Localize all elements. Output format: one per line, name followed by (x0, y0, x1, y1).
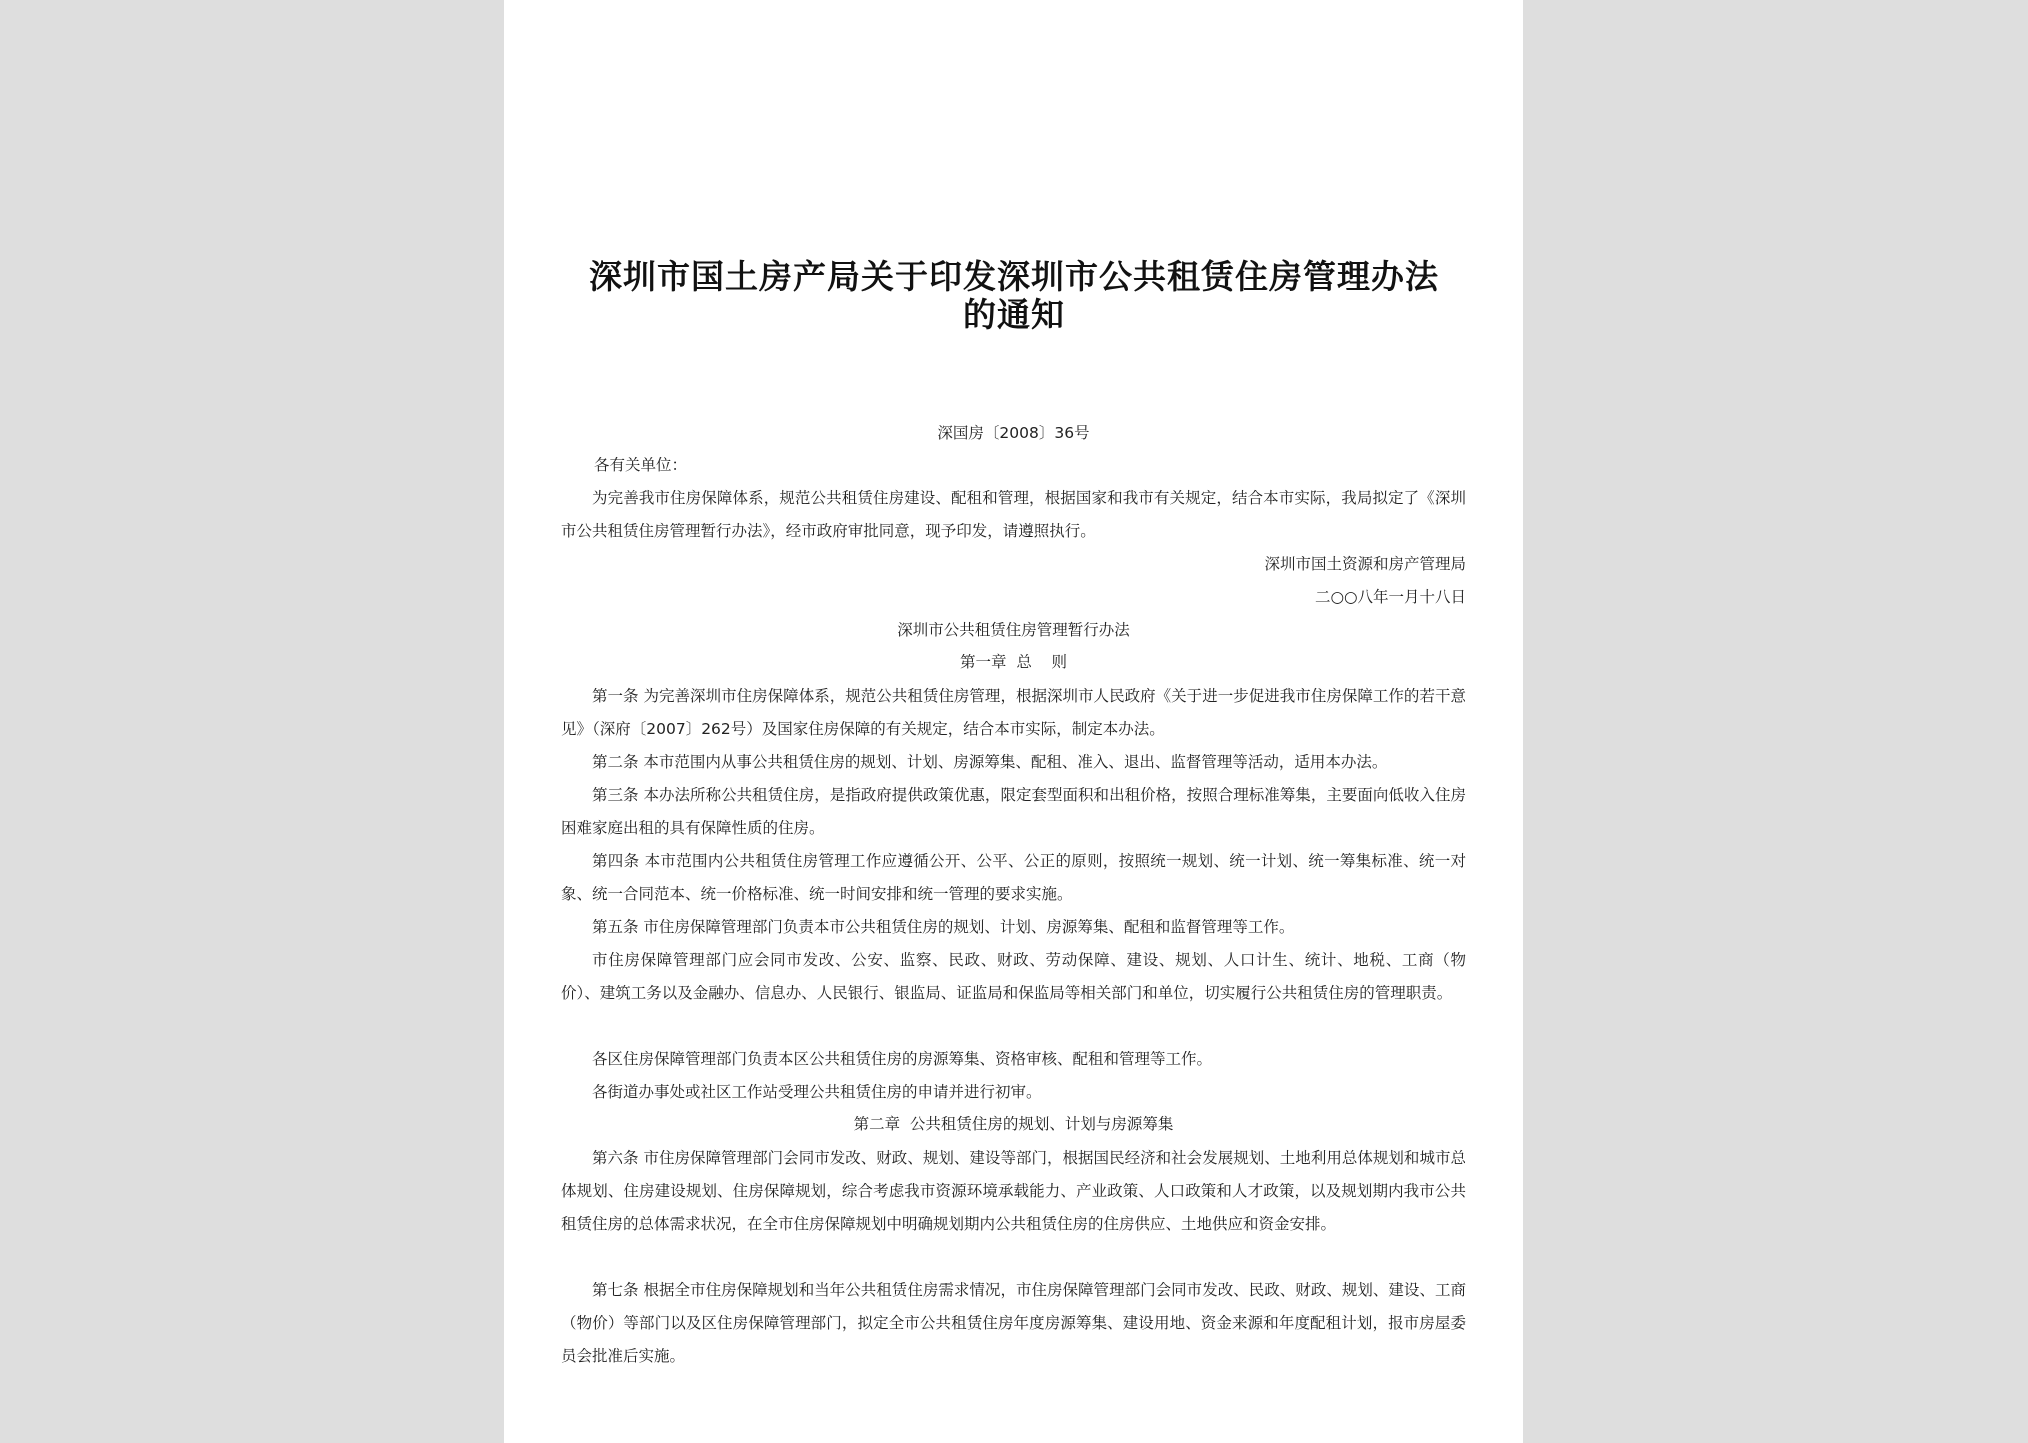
article-5: 第五条 市住房保障管理部门负责本市公共租赁住房的规划、计划、房源筹集、配租和监督管理等工作。 (592, 918, 1295, 936)
chapter-heading-1: 第一章 总 则 (959, 653, 1068, 671)
document-title: 深圳市国土房产局关于印发深圳市公共租赁住房管理办法的通知 (589, 257, 1439, 334)
measure-title: 深圳市公共租赁住房管理暂行办法 (897, 621, 1130, 639)
article-7: 第七条 根据全市住房保障规划和当年公共租赁住房需求情况，市住房保障管理部门会同市发改、民政、财政、规划、建设、工商（物价）等部门以及区住房保障管理部门，拟定全市公共租赁住房年度房源筹集、建设用地、资金来源和年度配租计划，报市房屋委员会批准后实施。 (561, 1281, 1466, 1365)
article-5-paragraph-4: 各街道办事处或社区工作站受理公共租赁住房的申请并进行初审。 (592, 1083, 1042, 1101)
article-4: 第四条 本市范围内公共租赁住房管理工作应遵循公开、公平、公正的原则，按照统一规划、统一计划、统一筹集标准、统一对象、统一合同范本、统一价格标准、统一时间安排和统一管理的要求实施。 (561, 852, 1466, 903)
article-1: 第一条 为完善深圳市住房保障体系，规范公共租赁住房管理，根据深圳市人民政府《关于进一步促进我市住房保障工作的若干意见》（深府〔2007〕262号）及国家住房保障的有关规定，结合本市实际，制定本办法。 (561, 687, 1466, 738)
issuer: 深圳市国土资源和房产管理局 (1264, 555, 1466, 573)
article-5-paragraph-3: 各区住房保障管理部门负责本区公共租赁住房的房源筹集、资格审核、配租和管理等工作。 (592, 1050, 1213, 1068)
document-page (504, 0, 1523, 1443)
article-3: 第三条 本办法所称公共租赁住房，是指政府提供政策优惠，限定套型面积和出租价格，按照合理标准筹集，主要面向低收入住房困难家庭出租的具有保障性质的住房。 (561, 786, 1466, 837)
chapter-heading-2: 第二章 公共租赁住房的规划、计划与房源筹集 (853, 1115, 1174, 1133)
article-5-paragraph-2: 市住房保障管理部门应会同市发改、公安、监察、民政、财政、劳动保障、建设、规划、人口计生、统计、地税、工商（物价）、建筑工务以及金融办、信息办、人民银行、银监局、证监局和保监局等相关部门和单位，切实履行公共租赁住房的管理职责。 (561, 951, 1466, 1002)
document-number: 深国房〔2008〕36号 (937, 424, 1090, 442)
salutation: 各有关单位： (594, 456, 688, 474)
article-2: 第二条 本市范围内从事公共租赁住房的规划、计划、房源筹集、配租、准入、退出、监督管理等活动，适用本办法。 (592, 753, 1388, 771)
article-6: 第六条 市住房保障管理部门会同市发改、财政、规划、建设等部门，根据国民经济和社会发展规划、土地利用总体规划和城市总体规划、住房建设规划、住房保障规划，综合考虑我市资源环境承载能力、产业政策、人口政策和人才政策，以及规划期内我市公共租赁住房的总体需求状况，在全市住房保障规划中明确规划期内公共租赁住房的住房供应、土地供应和资金安排。 (561, 1149, 1466, 1233)
issue-date: 二○○八年一月十八日 (1314, 588, 1466, 606)
intro-paragraph: 为完善我市住房保障体系，规范公共租赁住房建设、配租和管理，根据国家和我市有关规定，结合本市实际，我局拟定了《深圳市公共租赁住房管理暂行办法》，经市政府审批同意，现予印发，请遵照执行。 (561, 489, 1466, 540)
